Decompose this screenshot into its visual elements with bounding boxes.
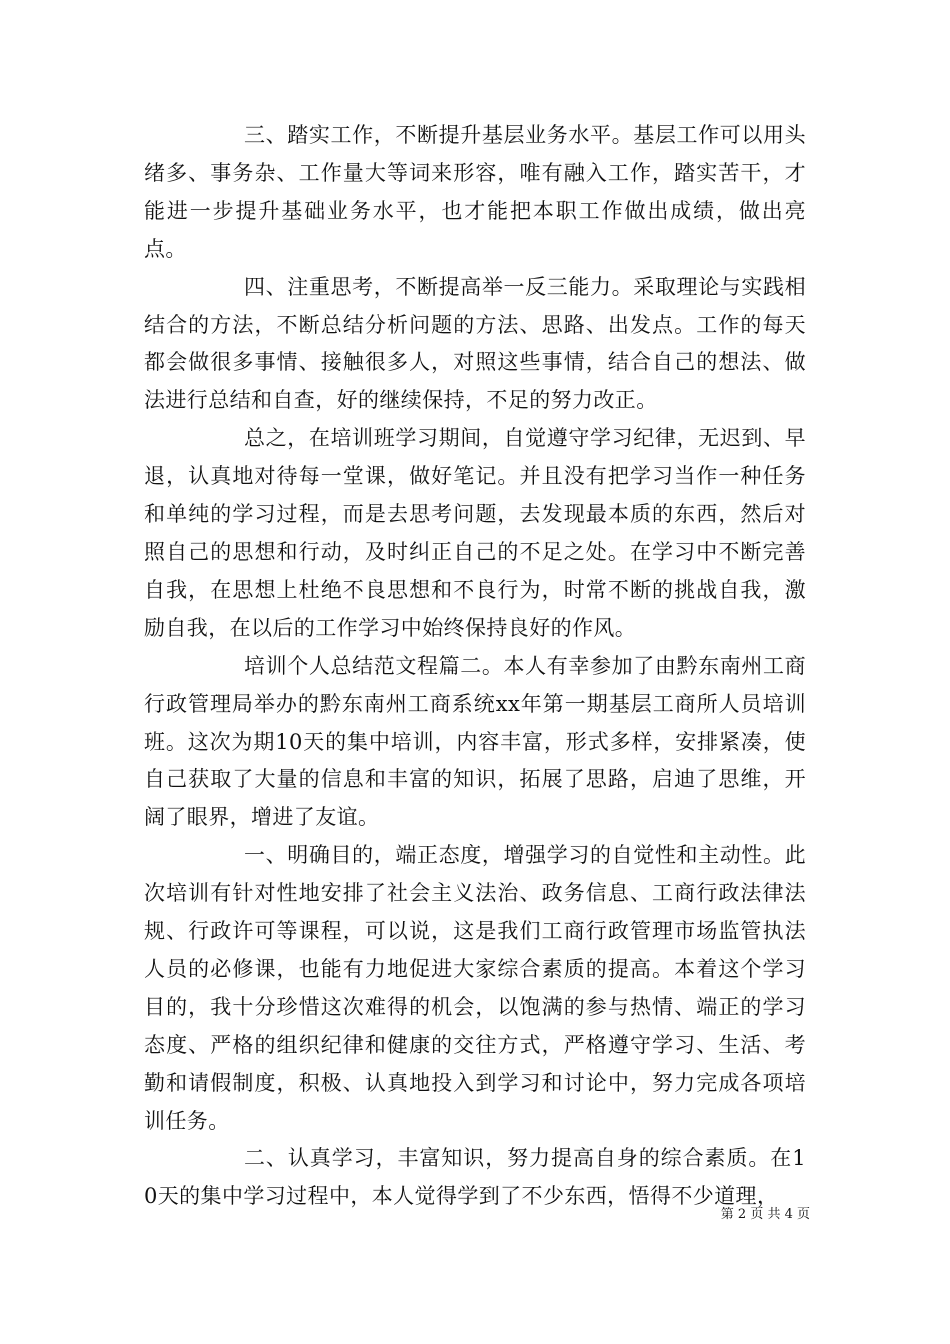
page-number-footer: 第 2 页 共 4 页 (720, 1207, 810, 1222)
document-body (144, 117, 806, 1216)
paragraph-4: 培训个人总结范文程篇二。本人有幸参加了由黔东南州工商行政管理局举办的黔东南州工商系统xx年第一期基层工商所人员培训班。这次为期10天的集中培训，内容丰富，形式多样，安排紧凑，使自己获取了大量的信息和丰富的知识，拓展了思路，启迪了思维，开阔了眼界，增进了友谊。 (144, 653, 806, 830)
paragraph-6: 二、认真学习，丰富知识，努力提高自身的综合素质。在10天的集中学习过程中，本人觉得学到了不少东西，悟得不少道理， (144, 1146, 806, 1209)
paragraph-3: 总之，在培训班学习期间，自觉遵守学习纪律，无迟到、早退，认真地对待每一堂课，做好笔记。并且没有把学习当作一种任务和单纯的学习过程，而是去思考问题，去发现最本质的东西，然后对照自己的思想和行动，及时纠正自己的不足之处。在学习中不断完善自我，在思想上杜绝不良思想和不良行为，时常不断的挑战自我，激励自我，在以后的工作学习中始终保持良好的作风。 (144, 426, 806, 640)
paragraph-5: 一、明确目的，端正态度，增强学习的自觉性和主动性。此次培训有针对性地安排了社会主义法治、政务信息、工商行政法律法规、行政许可等课程，可以说，这是我们工商行政管理市场监管执法人员的必修课，也能有力地促进大家综合素质的提高。本着这个学习目的，我十分珍惜这次难得的机会，以饱满的参与热情、端正的学习态度、严格的组织纪律和健康的交往方式，严格遵守学习、生活、考勤和请假制度，积极、认真地投入到学习和讨论中，努力完成各项培训任务。 (144, 843, 806, 1133)
paragraph-2: 四、注重思考，不断提高举一反三能力。采取理论与实践相结合的方法，不断总结分析问题的方法、思路、出发点。工作的每天都会做很多事情、接触很多人，对照这些事情，结合自己的想法、做法进行总结和自查，好的继续保持，不足的努力改正。 (144, 274, 806, 413)
paragraph-1: 三、踏实工作，不断提升基层业务水平。基层工作可以用头绪多、事务杂、工作量大等词来形容，唯有融入工作，踏实苦干，才能进一步提升基础业务水平，也才能把本职工作做出成绩，做出亮点。 (144, 123, 806, 261)
